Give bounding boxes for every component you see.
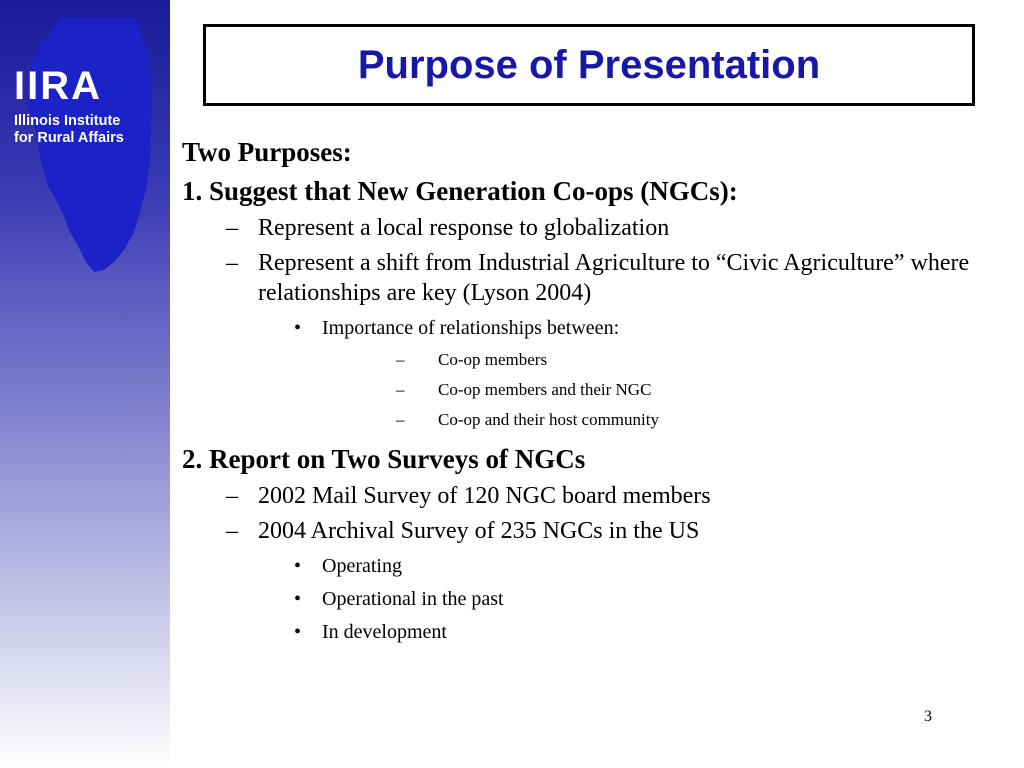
iira-logo-letters: IIRA <box>14 64 102 108</box>
list-item-text: Co-op members and their NGC <box>438 380 652 399</box>
bullet-marker: • <box>294 621 302 643</box>
list-item-text: Importance of relationships between: <box>322 317 620 339</box>
logo-line-2: for Rural Affairs <box>14 130 124 146</box>
dash-marker: – <box>226 250 238 276</box>
list-item-text: Represent a local response to globalization <box>258 215 670 241</box>
dash-marker: – <box>226 215 238 241</box>
dash-marker: – <box>396 350 405 369</box>
list-item-text: Co-op and their host community <box>438 410 659 429</box>
page-number: 3 <box>924 708 932 725</box>
page-title: Purpose of Presentation <box>357 42 821 87</box>
list-item <box>182 315 982 341</box>
slide-body <box>182 136 982 645</box>
bullet-marker: • <box>294 317 302 339</box>
list-item <box>182 379 982 401</box>
list-item-text: Co-op members <box>438 350 548 369</box>
list-item-text: In development <box>322 621 447 643</box>
list-item <box>182 349 982 371</box>
list-item <box>182 619 982 645</box>
dash-marker: – <box>226 483 238 509</box>
title-box <box>203 24 975 106</box>
list-item <box>182 248 982 308</box>
list-item <box>182 409 982 431</box>
dash-marker: – <box>226 518 238 544</box>
dash-marker: – <box>396 380 405 399</box>
list-item <box>182 481 982 511</box>
logo-line-1: Illinois Institute <box>14 113 121 129</box>
list-item-text: Operational in the past <box>322 588 504 610</box>
list-item-text: Represent a shift from Industrial Agriculture to “Civic Agriculture” where relationships are key (Lyson 2004) <box>258 250 970 306</box>
sidebar-gradient-panel <box>0 0 170 768</box>
list-item <box>182 553 982 579</box>
list-item <box>182 516 982 546</box>
point-2-label: 2. Report on Two Surveys of NGCs <box>182 444 586 474</box>
bullet-marker: • <box>294 588 302 610</box>
point-1-label: 1. Suggest that New Generation Co-ops (NGCs): <box>182 176 738 206</box>
list-item-text: Operating <box>322 555 402 577</box>
dash-marker: – <box>396 410 405 429</box>
bullet-marker: • <box>294 555 302 577</box>
list-item <box>182 213 982 243</box>
list-item-text: 2002 Mail Survey of 120 NGC board members <box>258 483 711 509</box>
list-item <box>182 586 982 612</box>
heading-two-purposes: Two Purposes: <box>182 137 352 167</box>
list-item-text: 2004 Archival Survey of 235 NGCs in the US <box>258 518 700 544</box>
